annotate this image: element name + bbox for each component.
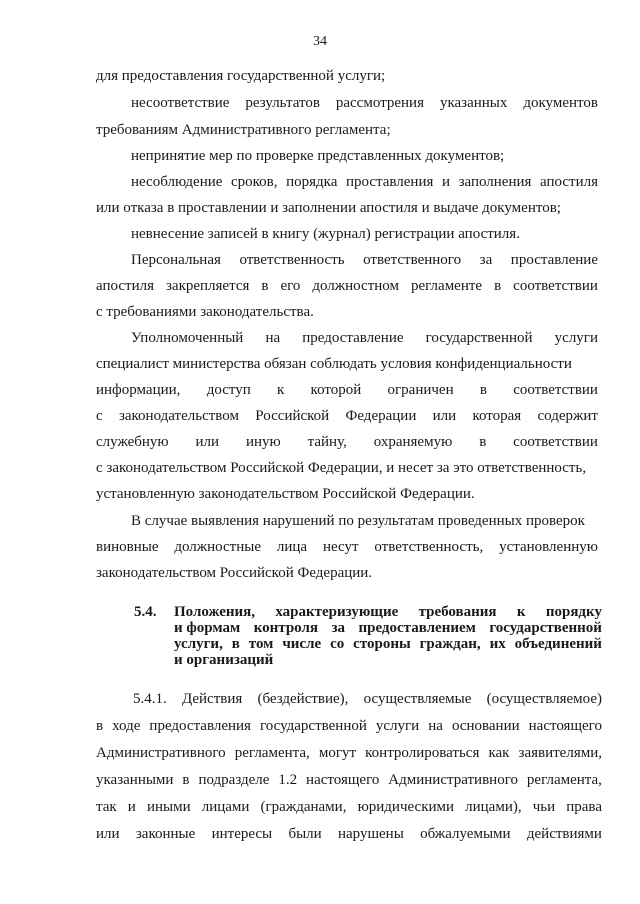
word: должностном — [312, 278, 400, 294]
word: 1.2 — [278, 772, 298, 788]
word: Уполномоченный — [131, 330, 244, 346]
word: том — [248, 636, 274, 652]
word: результатов — [245, 95, 320, 111]
word: Административного — [96, 745, 226, 761]
word: за — [479, 252, 493, 268]
text-line — [131, 173, 598, 191]
word: содержит — [537, 408, 598, 424]
word: заполнения — [458, 174, 532, 190]
word: Административного — [388, 772, 518, 788]
word: соответствии — [513, 278, 598, 294]
word: настоящего — [306, 772, 380, 788]
word: ограничен — [387, 382, 454, 398]
word: в — [494, 278, 502, 294]
word: услуги, — [174, 636, 223, 652]
word: которая — [472, 408, 522, 424]
word: 5.4.1. — [133, 691, 167, 707]
word: его — [280, 278, 301, 294]
text-line: В случае выявления нарушений по результатам проведенных проверок — [131, 513, 585, 529]
word: в — [96, 718, 104, 734]
word: несоответствие — [131, 95, 230, 111]
word: услуги — [375, 718, 420, 734]
word: (гражданами, — [260, 799, 347, 815]
word: регламента, — [234, 745, 310, 761]
word: апостиля — [540, 174, 598, 190]
word: соответствии — [513, 434, 598, 450]
word: в — [479, 434, 487, 450]
word: документов — [523, 95, 598, 111]
word: лицами), — [465, 799, 522, 815]
text-line — [96, 407, 598, 425]
text-line: невнесение записей в книгу (журнал) регистрации апостиля. — [131, 226, 520, 242]
text-line — [131, 329, 598, 347]
word: на — [428, 718, 443, 734]
word: могут — [318, 745, 357, 761]
text-line: для предоставления государственной услуги; — [96, 68, 386, 84]
word: юридическими — [357, 799, 455, 815]
text-line — [131, 251, 598, 269]
word: были — [288, 826, 322, 842]
word: законные — [135, 826, 196, 842]
word: и формам — [174, 620, 241, 636]
word: служебную — [96, 434, 169, 450]
word: в — [479, 382, 487, 398]
word: и — [441, 174, 450, 190]
word: основании — [451, 718, 520, 734]
word: установленную — [499, 539, 598, 555]
word: предоставление — [302, 330, 404, 346]
word: несут — [322, 539, 359, 555]
word: Персональная — [131, 252, 221, 268]
word: так — [96, 799, 117, 815]
word: ходе — [112, 718, 141, 734]
text-line — [96, 277, 598, 295]
word: регламента, — [526, 772, 602, 788]
word: виновные — [96, 539, 159, 555]
word: предоставлением — [358, 620, 476, 636]
word: несоблюдение — [131, 174, 223, 190]
word: ответственность, — [374, 539, 484, 555]
word: (бездействие), — [257, 691, 349, 707]
word: обжалуемыми — [420, 826, 511, 842]
word: порядка — [286, 174, 338, 190]
section-heading-line: и организаций — [174, 652, 274, 668]
word: чьи — [532, 799, 556, 815]
word: или — [432, 408, 457, 424]
text-line — [96, 433, 598, 451]
text-line: с законодательством Российской Федерации, и несет за это ответственность, — [96, 460, 587, 476]
word: характеризующие — [275, 604, 399, 620]
word: Действия — [181, 691, 243, 707]
word: с — [96, 408, 103, 424]
word: в — [231, 636, 240, 652]
word: тайну, — [307, 434, 347, 450]
section-number: 5.4. — [134, 604, 157, 620]
word: лица — [276, 539, 308, 555]
word: проставление — [510, 252, 598, 268]
word: в — [261, 278, 269, 294]
text-line — [96, 381, 598, 399]
word: проставления — [345, 174, 434, 190]
text-line: законодательством Российской Федерации. — [96, 565, 373, 581]
word: должностные — [174, 539, 262, 555]
word: регламенте — [411, 278, 483, 294]
word: к — [277, 382, 285, 398]
word: и — [127, 799, 136, 815]
page-number: 34 — [313, 34, 327, 49]
word: со — [330, 636, 345, 652]
word: к — [516, 604, 526, 620]
word: рассмотрения — [335, 95, 424, 111]
text-line — [96, 798, 602, 816]
text-line: специалист министерства обязан соблюдать условия конфиденциальности — [96, 356, 572, 372]
word: услуги — [554, 330, 598, 346]
word: контролироваться — [365, 745, 480, 761]
word: или — [96, 826, 120, 842]
text-line: с требованиями законодательства. — [96, 304, 314, 320]
word: указанными — [96, 772, 174, 788]
text-line — [96, 538, 598, 556]
word: апостиля — [96, 278, 154, 294]
word: закрепляется — [165, 278, 250, 294]
word: подразделе — [198, 772, 270, 788]
word: права — [566, 799, 602, 815]
word: осуществляемые — [363, 691, 472, 707]
text-line — [96, 771, 602, 789]
word: доступ — [206, 382, 251, 398]
word: лицами — [201, 799, 250, 815]
word: сроков, — [230, 174, 278, 190]
word: ответственного — [363, 252, 462, 268]
word: государственной — [425, 330, 533, 346]
word: иную — [245, 434, 281, 450]
word: требования — [418, 604, 497, 620]
word: государственной — [259, 718, 367, 734]
text-line — [133, 690, 602, 708]
word: граждан, — [419, 636, 481, 652]
word: Положения, — [174, 604, 255, 620]
text-line: требованиям Административного регламента; — [96, 122, 391, 138]
word: соответствии — [513, 382, 598, 398]
word: иными — [146, 799, 191, 815]
word: охраняемую — [373, 434, 453, 450]
word: заявителями, — [518, 745, 602, 761]
word: контроля — [253, 620, 319, 636]
text-line: или отказа в проставлении и заполнении апостиля и выдаче документов; — [96, 200, 561, 216]
word: Федерации — [345, 408, 417, 424]
word: нарушены — [337, 826, 404, 842]
text-line: установленную законодательством Российской Федерации. — [96, 486, 475, 502]
word: за — [331, 620, 346, 636]
word: объединений — [514, 636, 602, 652]
word: стороны — [353, 636, 411, 652]
word: порядку — [545, 604, 602, 620]
word: указанных — [439, 95, 508, 111]
word: настоящего — [528, 718, 602, 734]
word: интересы — [211, 826, 273, 842]
word: действиями — [526, 826, 602, 842]
word: их — [489, 636, 506, 652]
word: государственной — [489, 620, 602, 636]
word: на — [265, 330, 281, 346]
word: ответственность — [239, 252, 345, 268]
word: в — [182, 772, 190, 788]
text-line: непринятие мер по проверке представленных документов; — [131, 148, 505, 164]
word: числе — [282, 636, 322, 652]
word: информации, — [96, 382, 181, 398]
word: (осуществляемое) — [486, 691, 602, 707]
word: предоставления — [149, 718, 251, 734]
text-line — [96, 825, 602, 843]
text-line — [131, 94, 598, 112]
word: которой — [310, 382, 362, 398]
word: Российской — [255, 408, 330, 424]
word: законодательством — [118, 408, 239, 424]
text-line — [96, 717, 602, 735]
word: как — [488, 745, 510, 761]
text-line — [96, 744, 602, 762]
word: или — [195, 434, 220, 450]
